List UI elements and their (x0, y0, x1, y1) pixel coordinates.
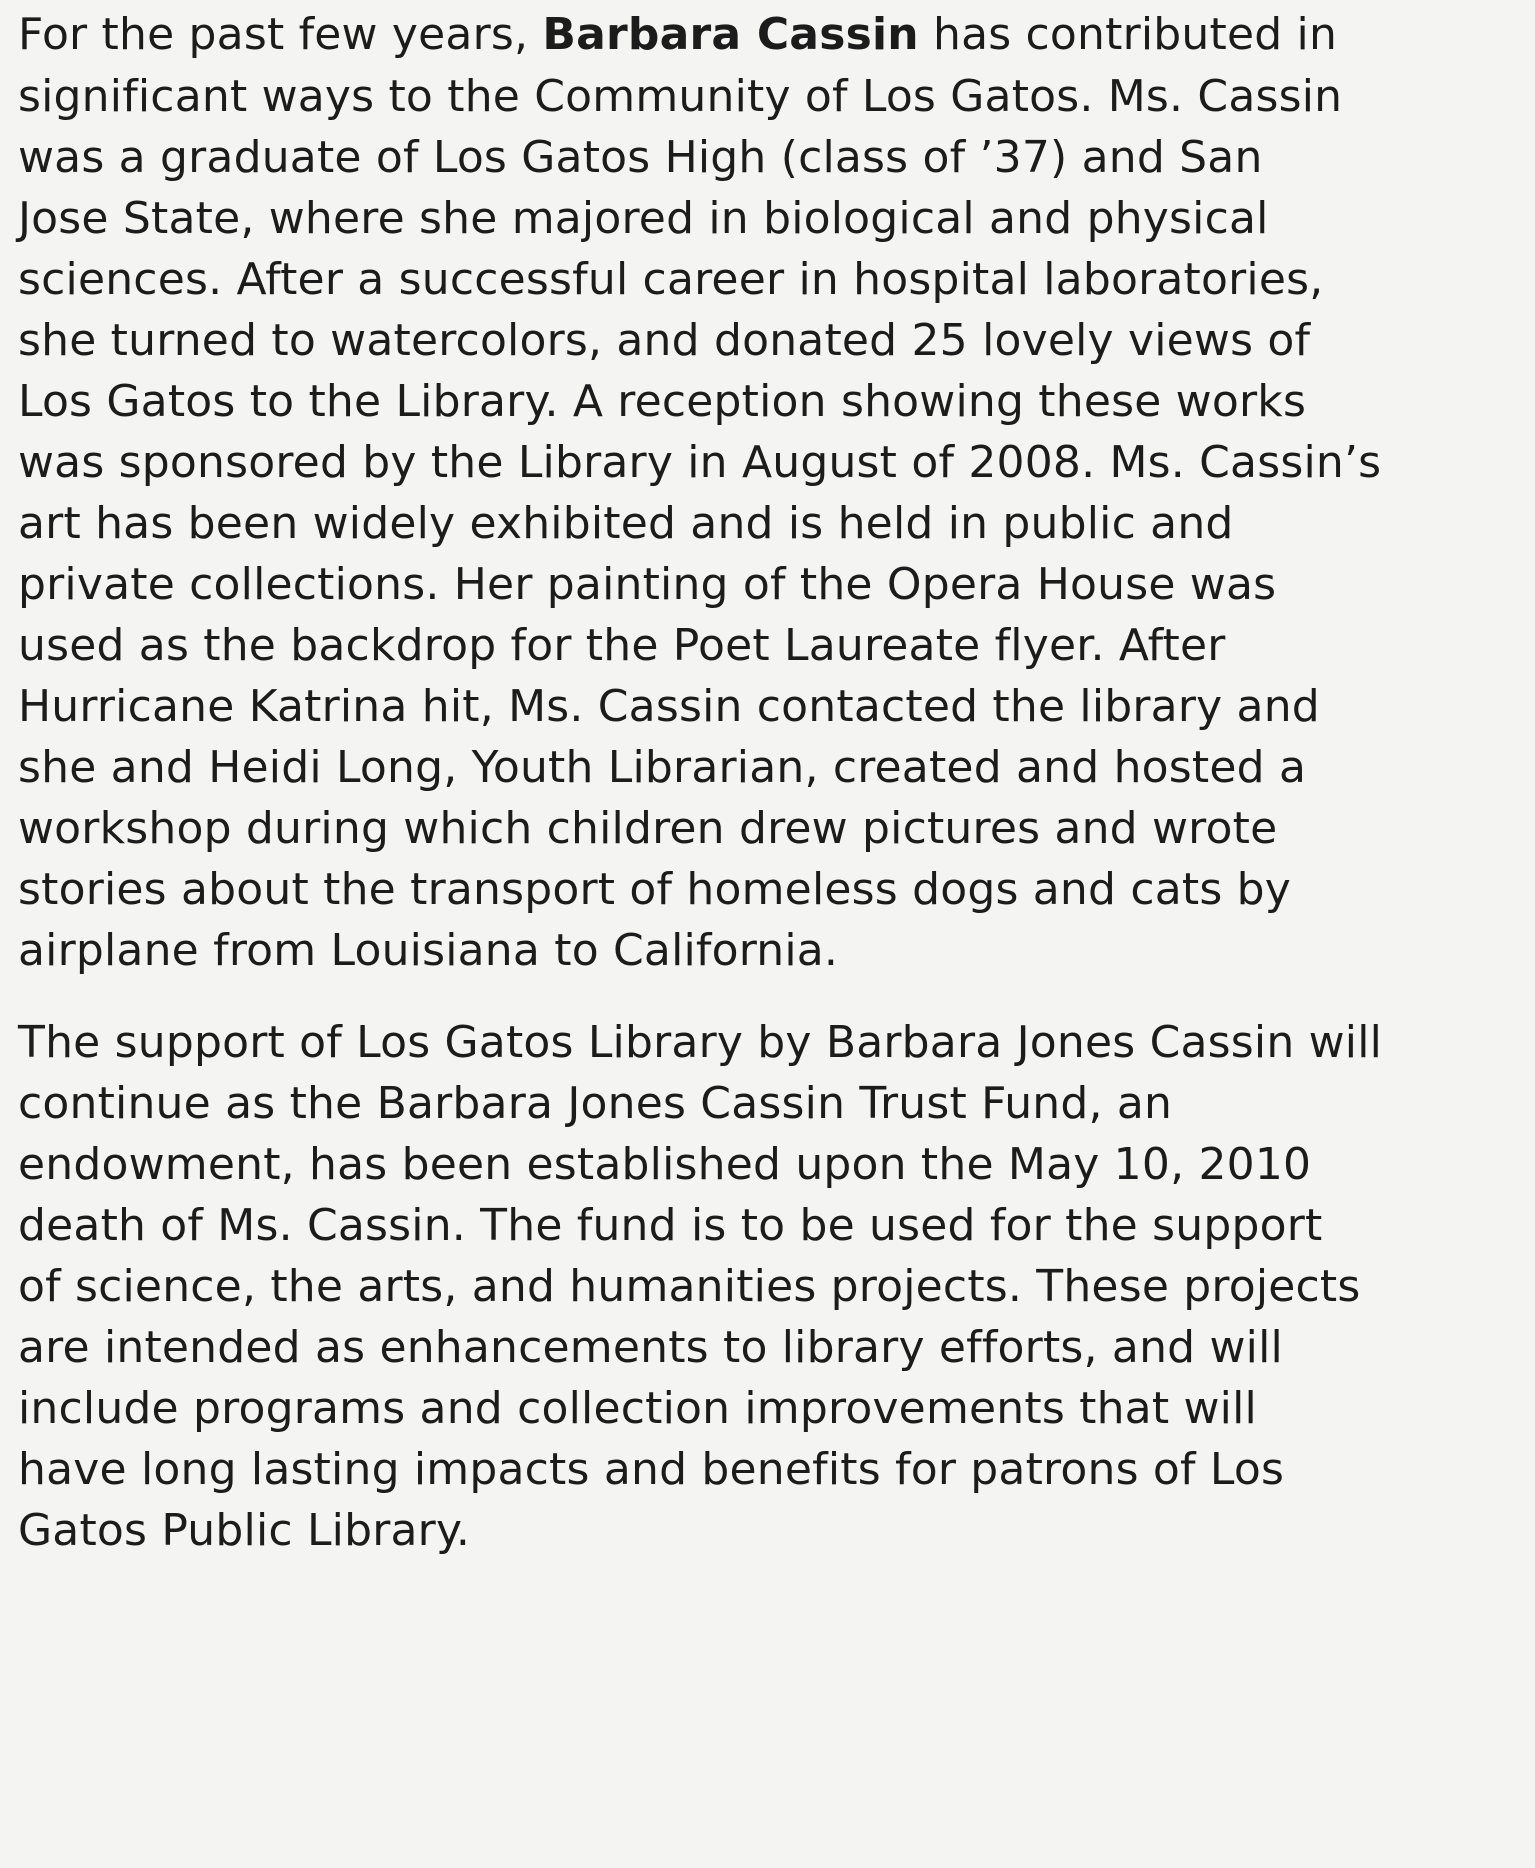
paragraph-2-line-4: death of Ms. Cassin. The fund is to be used for the support (18, 1200, 1323, 1251)
paragraph-1-line-13: she and Heidi Long, Youth Librarian, created and hosted a (18, 742, 1307, 793)
paragraph-1-line-5: sciences. After a successful career in hospital laboratories, (18, 254, 1324, 305)
text-run: has contributed in (918, 9, 1338, 60)
paragraph-1-line-1 (18, 6, 1337, 64)
paragraph-1-line-4: Jose State, where she majored in biological and physical (18, 193, 1269, 244)
paragraph-1-line-10: private collections. Her painting of the Opera House was (18, 559, 1277, 610)
paragraph-1-line-8: was sponsored by the Library in August of 2008. Ms. Cassin’s (18, 437, 1382, 488)
paragraph-2-line-8: have long lasting impacts and benefits for patrons of Los (18, 1444, 1285, 1495)
paragraph-2-line-2: continue as the Barbara Jones Cassin Trust Fund, an (18, 1078, 1173, 1129)
paragraph-1-line-11: used as the backdrop for the Poet Laureate flyer. After (18, 620, 1226, 671)
paragraph-1-line-9: art has been widely exhibited and is held in public and (18, 498, 1234, 549)
text-run: For the past few years, (18, 9, 543, 60)
paragraph-1-line-15: stories about the transport of homeless dogs and cats by (18, 864, 1292, 915)
paragraph-1-line-7: Los Gatos to the Library. A reception showing these works (18, 376, 1307, 427)
paragraph-1-line-2: significant ways to the Community of Los Gatos. Ms. Cassin (18, 71, 1343, 122)
paragraph-2-line-5: of science, the arts, and humanities projects. These projects (18, 1261, 1361, 1312)
paragraph-1-line-3: was a graduate of Los Gatos High (class of ’37) and San (18, 132, 1263, 183)
bold-name: Barbara Cassin (542, 9, 919, 60)
paragraph-1-line-16: airplane from Louisiana to California. (18, 925, 839, 976)
paragraph-2-line-9: Gatos Public Library. (18, 1505, 471, 1556)
paragraph-1-line-6: she turned to watercolors, and donated 25 lovely views of (18, 315, 1311, 366)
paragraph-1-line-14: workshop during which children drew pictures and wrote (18, 803, 1278, 854)
paragraph-1-line-12: Hurricane Katrina hit, Ms. Cassin contacted the library and (18, 681, 1320, 732)
paragraph-2-line-7: include programs and collection improvements that will (18, 1383, 1257, 1434)
paragraph-2-line-1: The support of Los Gatos Library by Barbara Jones Cassin will (18, 1017, 1383, 1068)
paragraph-2-line-3: endowment, has been established upon the May 10, 2010 (18, 1139, 1312, 1190)
paragraph-2-line-6: are intended as enhancements to library efforts, and will (18, 1322, 1283, 1373)
